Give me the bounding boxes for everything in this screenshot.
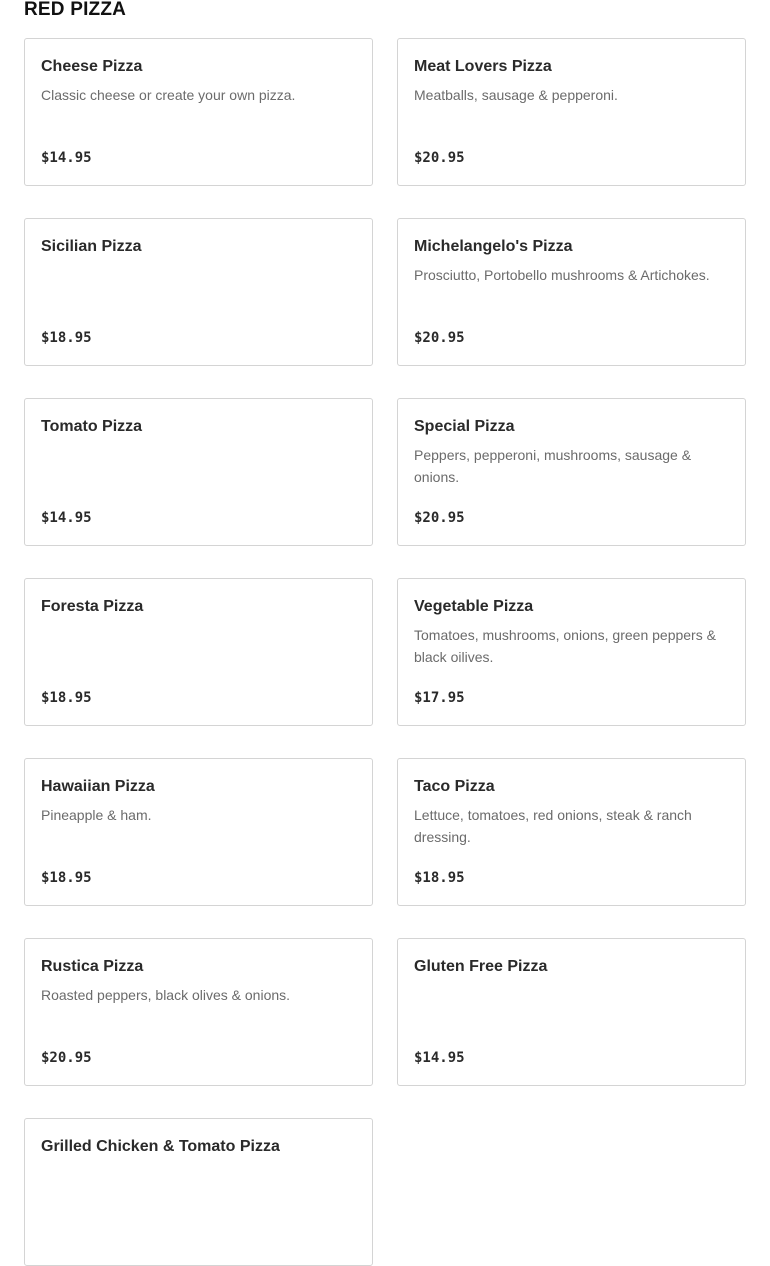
item-description: Tomatoes, mushrooms, onions, green peppers & black oilives. bbox=[414, 627, 716, 665]
menu-item-card[interactable] bbox=[24, 398, 373, 546]
menu-item-card[interactable] bbox=[397, 218, 746, 366]
item-name: Sicilian Pizza bbox=[41, 238, 142, 255]
item-name: Hawaiian Pizza bbox=[41, 778, 155, 795]
item-price: $18.95 bbox=[414, 870, 465, 886]
item-price: $14.95 bbox=[41, 150, 92, 166]
item-name: Grilled Chicken & Tomato Pizza bbox=[41, 1138, 280, 1155]
item-price: $20.95 bbox=[414, 150, 465, 166]
menu-item-card[interactable] bbox=[24, 578, 373, 726]
item-description: Classic cheese or create your own pizza. bbox=[41, 87, 296, 103]
item-name: Vegetable Pizza bbox=[414, 598, 534, 615]
item-description: Peppers, pepperoni, mushrooms, sausage & onions. bbox=[414, 447, 692, 485]
item-name: Special Pizza bbox=[414, 418, 515, 435]
section-title: RED PIZZA bbox=[24, 0, 127, 20]
item-name: Rustica Pizza bbox=[41, 958, 144, 975]
item-name: Taco Pizza bbox=[414, 778, 495, 795]
item-price: $14.95 bbox=[414, 1050, 465, 1066]
item-description: Meatballs, sausage & pepperoni. bbox=[414, 87, 618, 103]
item-price: $20.95 bbox=[41, 1050, 92, 1066]
menu-item-card[interactable] bbox=[24, 218, 373, 366]
item-name: Tomato Pizza bbox=[41, 418, 143, 435]
item-price: $18.95 bbox=[41, 870, 92, 886]
item-description: Lettuce, tomatoes, red onions, steak & ranch dressing. bbox=[414, 807, 692, 845]
menu-item-card[interactable] bbox=[24, 938, 373, 1086]
item-description: Prosciutto, Portobello mushrooms & Artichokes. bbox=[414, 267, 710, 283]
menu-item-card[interactable] bbox=[397, 38, 746, 186]
item-price: $20.95 bbox=[414, 330, 465, 346]
item-price: $18.95 bbox=[41, 690, 92, 706]
item-name: Gluten Free Pizza bbox=[414, 958, 548, 975]
menu-item-grid bbox=[24, 38, 746, 1266]
item-name: Meat Lovers Pizza bbox=[414, 58, 552, 75]
item-name: Foresta Pizza bbox=[41, 598, 144, 615]
menu-item-card[interactable] bbox=[24, 38, 373, 186]
menu-item-card[interactable] bbox=[24, 1118, 373, 1266]
menu-item-card[interactable] bbox=[397, 578, 746, 726]
menu-item-card[interactable] bbox=[397, 398, 746, 546]
item-name: Cheese Pizza bbox=[41, 58, 143, 75]
item-description: Roasted peppers, black olives & onions. bbox=[41, 987, 291, 1003]
item-price: $18.95 bbox=[41, 330, 92, 346]
item-price: $20.95 bbox=[414, 510, 465, 526]
menu-item-card[interactable] bbox=[397, 758, 746, 906]
menu-item-card[interactable] bbox=[397, 938, 746, 1086]
item-price: $17.95 bbox=[414, 690, 465, 706]
item-description: Pineapple & ham. bbox=[41, 807, 152, 823]
menu-item-card[interactable] bbox=[24, 758, 373, 906]
item-name: Michelangelo's Pizza bbox=[414, 238, 573, 255]
item-price: $14.95 bbox=[41, 510, 92, 526]
